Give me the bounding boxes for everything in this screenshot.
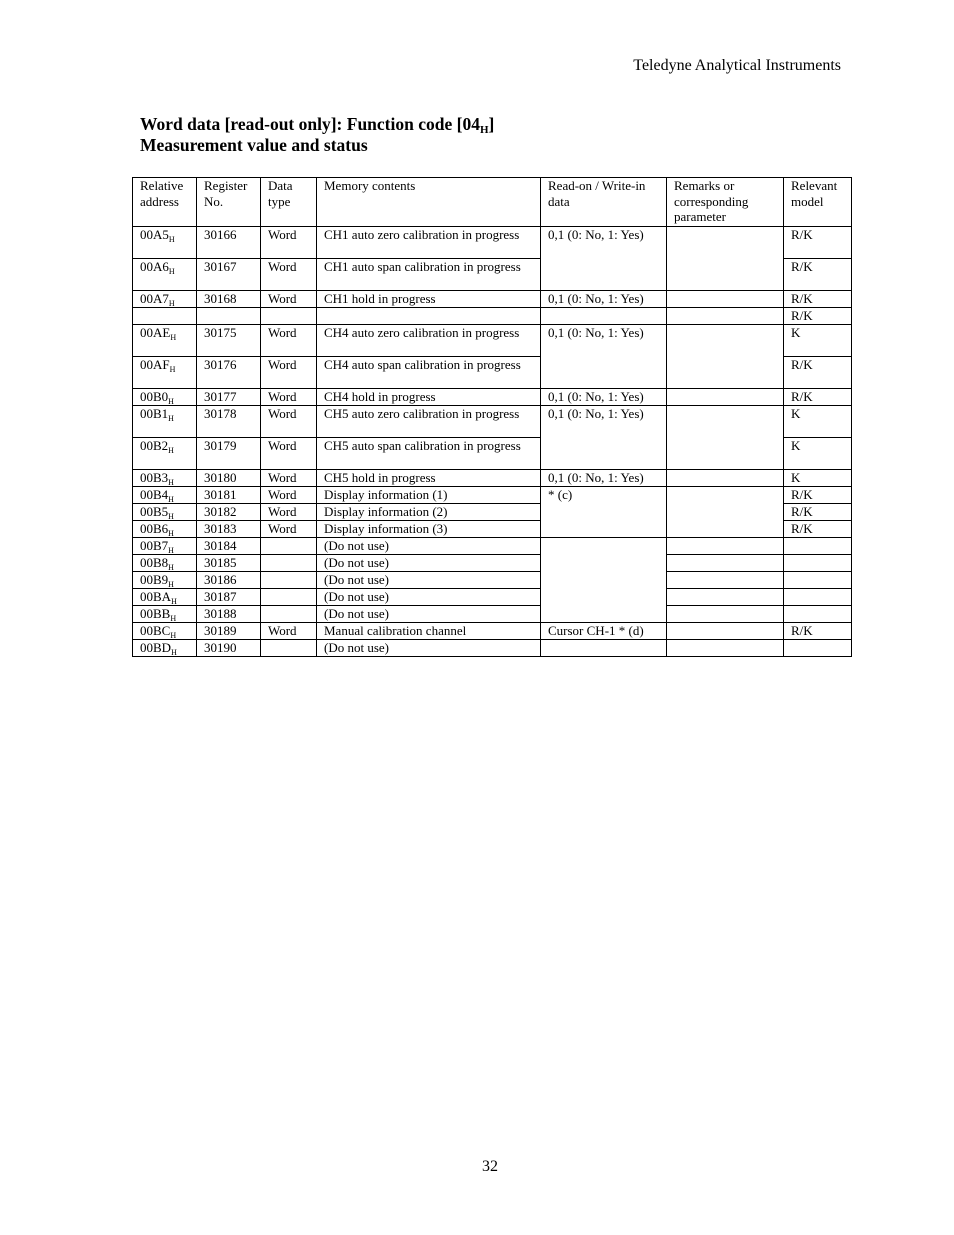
read-write-cell: Cursor CH-1 * (d) bbox=[541, 623, 667, 640]
col-header-relative-address: Relative address bbox=[133, 178, 197, 227]
memory-cell: (Do not use) bbox=[317, 589, 541, 606]
section-title: Word data [read-out only]: Function code $[04_H]$ bbox=[140, 114, 495, 136]
table-row bbox=[133, 623, 852, 640]
register-cell: 30190 bbox=[197, 640, 261, 657]
remarks-cell bbox=[667, 606, 784, 623]
data-type-cell: Word bbox=[261, 357, 317, 389]
address-cell: $00A5_H$ bbox=[133, 227, 197, 259]
memory-cell: CH4 auto span calibration in progress bbox=[317, 357, 541, 389]
data-type-cell: Word bbox=[261, 623, 317, 640]
data-type-cell: Word bbox=[261, 470, 317, 487]
address-cell: $00B9_H$ bbox=[133, 572, 197, 589]
data-type-cell bbox=[261, 572, 317, 589]
memory-cell: CH5 auto span calibration in progress bbox=[317, 438, 541, 470]
table-row bbox=[133, 227, 852, 259]
remarks-cell bbox=[667, 572, 784, 589]
running-header: Teledyne Analytical Instruments bbox=[633, 57, 841, 74]
data-type-cell: Word bbox=[261, 389, 317, 406]
data-type-cell bbox=[261, 606, 317, 623]
remarks-cell bbox=[667, 589, 784, 606]
remarks-cell bbox=[667, 227, 784, 291]
register-cell: 30183 bbox=[197, 521, 261, 538]
read-write-cell bbox=[541, 308, 667, 325]
remarks-cell bbox=[667, 555, 784, 572]
memory-cell: (Do not use) bbox=[317, 606, 541, 623]
remarks-cell bbox=[667, 406, 784, 470]
model-cell bbox=[784, 606, 852, 623]
col-header-data-type: Data type bbox=[261, 178, 317, 227]
address-cell: $00AF_H$ bbox=[133, 357, 197, 389]
table-row bbox=[133, 555, 852, 572]
memory-cell: CH4 hold in progress bbox=[317, 389, 541, 406]
register-cell: 30178 bbox=[197, 406, 261, 438]
memory-cell: Manual calibration channel bbox=[317, 623, 541, 640]
memory-cell: CH1 hold in progress bbox=[317, 291, 541, 308]
read-write-cell: 0,1 (0: No, 1: Yes) bbox=[541, 389, 667, 406]
table-row bbox=[133, 325, 852, 357]
read-write-cell: 0,1 (0: No, 1: Yes) bbox=[541, 406, 667, 470]
register-cell: 30177 bbox=[197, 389, 261, 406]
data-type-cell: Word bbox=[261, 325, 317, 357]
model-cell: R/K bbox=[784, 357, 852, 389]
model-cell bbox=[784, 555, 852, 572]
memory-cell: CH5 hold in progress bbox=[317, 470, 541, 487]
page-number: 32 bbox=[482, 1158, 498, 1175]
memory-cell: (Do not use) bbox=[317, 640, 541, 657]
model-cell: K bbox=[784, 325, 852, 357]
section-subtitle: Measurement value and status bbox=[140, 135, 368, 155]
data-type-cell: Word bbox=[261, 406, 317, 438]
table-row bbox=[133, 538, 852, 555]
data-type-cell bbox=[261, 308, 317, 325]
register-cell: 30180 bbox=[197, 470, 261, 487]
address-cell: $00B6_H$ bbox=[133, 521, 197, 538]
data-type-cell bbox=[261, 555, 317, 572]
memory-cell: Display information (2) bbox=[317, 504, 541, 521]
table-row bbox=[133, 606, 852, 623]
remarks-cell bbox=[667, 623, 784, 640]
read-write-cell: 0,1 (0: No, 1: Yes) bbox=[541, 325, 667, 389]
memory-cell bbox=[317, 308, 541, 325]
remarks-cell bbox=[667, 308, 784, 325]
read-write-cell bbox=[541, 538, 667, 623]
model-cell: K bbox=[784, 438, 852, 470]
model-cell bbox=[784, 640, 852, 657]
register-cell: 30187 bbox=[197, 589, 261, 606]
remarks-cell bbox=[667, 389, 784, 406]
register-cell: 30175 bbox=[197, 325, 261, 357]
model-cell: K bbox=[784, 470, 852, 487]
data-type-cell bbox=[261, 640, 317, 657]
address-cell: $00AE_H$ bbox=[133, 325, 197, 357]
memory-cell: Display information (1) bbox=[317, 487, 541, 504]
model-cell bbox=[784, 538, 852, 555]
model-cell bbox=[784, 572, 852, 589]
address-cell: $00B5_H$ bbox=[133, 504, 197, 521]
memory-cell: CH4 auto zero calibration in progress bbox=[317, 325, 541, 357]
remarks-cell bbox=[667, 640, 784, 657]
register-cell: 30176 bbox=[197, 357, 261, 389]
section-titles bbox=[140, 114, 494, 156]
memory-cell: CH1 auto zero calibration in progress bbox=[317, 227, 541, 259]
register-table bbox=[132, 177, 852, 657]
remarks-cell bbox=[667, 325, 784, 389]
memory-cell: CH1 auto span calibration in progress bbox=[317, 259, 541, 291]
model-cell: R/K bbox=[784, 291, 852, 308]
col-header-remarks: Remarks or corresponding parameter bbox=[667, 178, 784, 227]
register-cell: 30186 bbox=[197, 572, 261, 589]
address-cell: $00B8_H$ bbox=[133, 555, 197, 572]
memory-cell: Display information (3) bbox=[317, 521, 541, 538]
model-cell: R/K bbox=[784, 308, 852, 325]
register-cell: 30188 bbox=[197, 606, 261, 623]
remarks-cell bbox=[667, 291, 784, 308]
table-row bbox=[133, 572, 852, 589]
address-cell: $00B1_H$ bbox=[133, 406, 197, 438]
data-type-cell: Word bbox=[261, 291, 317, 308]
table-header-row bbox=[133, 178, 852, 227]
model-cell: R/K bbox=[784, 504, 852, 521]
read-write-cell bbox=[541, 640, 667, 657]
table-row bbox=[133, 487, 852, 504]
address-cell: $00A6_H$ bbox=[133, 259, 197, 291]
data-type-cell bbox=[261, 538, 317, 555]
register-cell: 30181 bbox=[197, 487, 261, 504]
address-cell: $00B2_H$ bbox=[133, 438, 197, 470]
register-cell: 30167 bbox=[197, 259, 261, 291]
address-cell: $00B4_H$ bbox=[133, 487, 197, 504]
remarks-cell bbox=[667, 538, 784, 555]
register-cell: 30184 bbox=[197, 538, 261, 555]
table-row bbox=[133, 406, 852, 438]
table-row bbox=[133, 640, 852, 657]
address-cell: $00B3_H$ bbox=[133, 470, 197, 487]
address-cell bbox=[133, 308, 197, 325]
data-type-cell: Word bbox=[261, 227, 317, 259]
table-row bbox=[133, 389, 852, 406]
model-cell: R/K bbox=[784, 227, 852, 259]
address-cell: $00BD_H$ bbox=[133, 640, 197, 657]
memory-cell: (Do not use) bbox=[317, 555, 541, 572]
address-cell: $00BC_H$ bbox=[133, 623, 197, 640]
address-cell: $00B0_H$ bbox=[133, 389, 197, 406]
read-write-cell: 0,1 (0: No, 1: Yes) bbox=[541, 470, 667, 487]
col-header-register-no: Register No. bbox=[197, 178, 261, 227]
col-header-read-write: Read-on / Write-in data bbox=[541, 178, 667, 227]
model-cell: K bbox=[784, 406, 852, 438]
register-cell: 30166 bbox=[197, 227, 261, 259]
data-type-cell bbox=[261, 589, 317, 606]
col-header-relevant-model: Relevant model bbox=[784, 178, 852, 227]
read-write-cell: * (c) bbox=[541, 487, 667, 538]
register-cell: 30168 bbox=[197, 291, 261, 308]
data-type-cell: Word bbox=[261, 438, 317, 470]
model-cell: R/K bbox=[784, 259, 852, 291]
data-type-cell: Word bbox=[261, 504, 317, 521]
address-cell: $00A7_H$ bbox=[133, 291, 197, 308]
table-row bbox=[133, 470, 852, 487]
register-cell: 30179 bbox=[197, 438, 261, 470]
register-cell: 30189 bbox=[197, 623, 261, 640]
address-cell: $00B7_H$ bbox=[133, 538, 197, 555]
data-type-cell: Word bbox=[261, 259, 317, 291]
remarks-cell bbox=[667, 470, 784, 487]
memory-cell: CH5 auto zero calibration in progress bbox=[317, 406, 541, 438]
address-cell: $00BB_H$ bbox=[133, 606, 197, 623]
read-write-cell: 0,1 (0: No, 1: Yes) bbox=[541, 291, 667, 308]
address-cell: $00BA_H$ bbox=[133, 589, 197, 606]
model-cell: R/K bbox=[784, 623, 852, 640]
model-cell bbox=[784, 589, 852, 606]
memory-cell: (Do not use) bbox=[317, 538, 541, 555]
register-cell: 30185 bbox=[197, 555, 261, 572]
memory-cell: (Do not use) bbox=[317, 572, 541, 589]
data-type-cell: Word bbox=[261, 487, 317, 504]
remarks-cell bbox=[667, 487, 784, 538]
data-type-cell: Word bbox=[261, 521, 317, 538]
table-row bbox=[133, 308, 852, 325]
table-row bbox=[133, 589, 852, 606]
col-header-memory-contents: Memory contents bbox=[317, 178, 541, 227]
read-write-cell: 0,1 (0: No, 1: Yes) bbox=[541, 227, 667, 291]
model-cell: R/K bbox=[784, 487, 852, 504]
model-cell: R/K bbox=[784, 521, 852, 538]
table-row bbox=[133, 291, 852, 308]
register-cell bbox=[197, 308, 261, 325]
register-cell: 30182 bbox=[197, 504, 261, 521]
model-cell: R/K bbox=[784, 389, 852, 406]
